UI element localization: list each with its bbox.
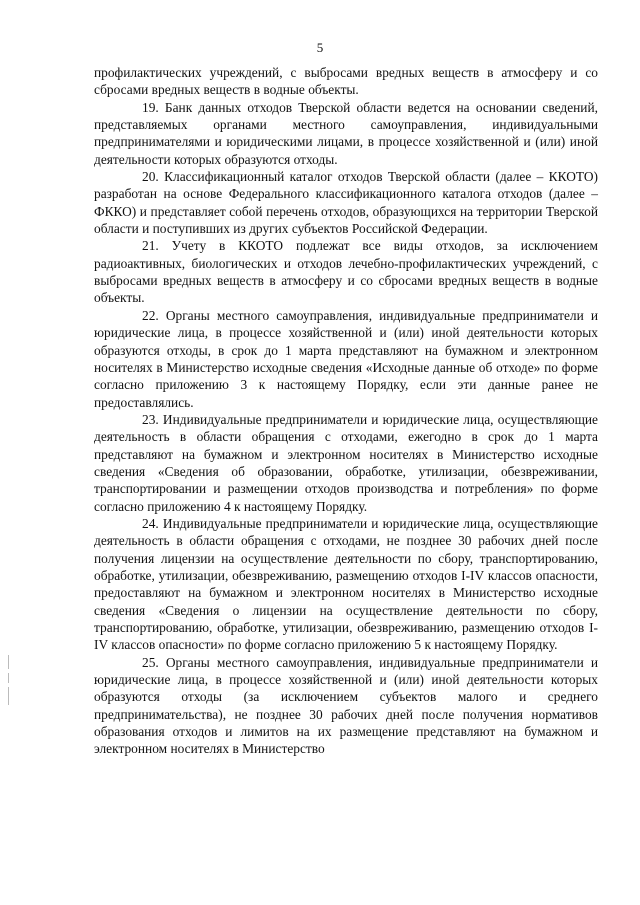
document-body (94, 64, 598, 758)
paragraph-24: 24. Индивидуальные предприниматели и юридические лица, осуществляющие деятельность в области обращения с отходами, не позднее 30 рабочих дней после получения лицензии на осуществление деятельности по сбору, транспортированию, обработке, утилизации, обезвреживанию, размещению отходов I-IV классов опасности, предоставляют на бумажном и электронном носителях в Министерство исходные сведения «Сведения о лицензии на осуществление деятельности по сбору, транспортированию, обработке, утилизации, обезвреживанию, размещению отходов I-IV классов опасности» по форме согласно приложению 5 к настоящему Порядку. (94, 515, 598, 653)
paragraph-19: 19. Банк данных отходов Тверской области ведется на основании сведений, представляемых органами местного самоуправления, индивидуальными предпринимателями и юридическими лицами, в процессе хозяйственной и (или) иной деятельности которых образуются отходы. (94, 99, 598, 167)
paragraph-22: 22. Органы местного самоуправления, индивидуальные предприниматели и юридические лица, в процессе хозяйственной и (или) иной деятельности которых образуются отходы, в срок до 1 марта представляют на бумажном и электронном носителях в Министерство исходные сведения «Исходные данные об отходе» по форме согласно приложению 3 к настоящему Порядку, если эти данные ранее не предоставлялись. (94, 307, 598, 410)
paragraph-continuation: профилактических учреждений, с выбросами вредных веществ в атмосферу и со сбросами вредных веществ в водные объекты. (94, 65, 598, 98)
scan-margin-marks (8, 655, 10, 710)
paragraph-20: 20. Классификационный каталог отходов Тверской области (далее – ККОТО) разработан на основе Федерального классификационного каталога отходов (далее – ФККО) и представляет собой перечень отходов, образующихся на территории Тверской области и поступивших из других субъектов Российской Федерации. (94, 169, 598, 237)
paragraph-23: 23. Индивидуальные предприниматели и юридические лица, осуществляющие деятельность в области обращения с отходами, ежегодно в срок до 1 марта представляют на бумажном и электронном носителях в Министерство исходные сведения «Сведения об образовании, обработке, утилизации, обезвреживании, транспортировании и размещении отходов производства и потребления» по форме согласно приложению 4 к настоящему Порядку. (94, 411, 598, 514)
paragraph-21: 21. Учету в ККОТО подлежат все виды отходов, за исключением радиоактивных, биологических и отходов лечебно-профилактических учреждений, с выбросами вредных веществ в атмосферу и со сбросами вредных веществ в водные объекты. (94, 238, 598, 306)
paragraph-25: 25. Органы местного самоуправления, индивидуальные предприниматели и юридические лица, в процессе хозяйственной и (или) иной деятельности которых образуются отходы (за исключением субъектов малого и среднего предпринимательства), не позднее 30 рабочих дней после получения нормативов образования отходов и лимитов на их размещение представляют на бумажном и электронном носителях в Министерство (94, 654, 598, 757)
page-number: 5 (316, 40, 324, 55)
